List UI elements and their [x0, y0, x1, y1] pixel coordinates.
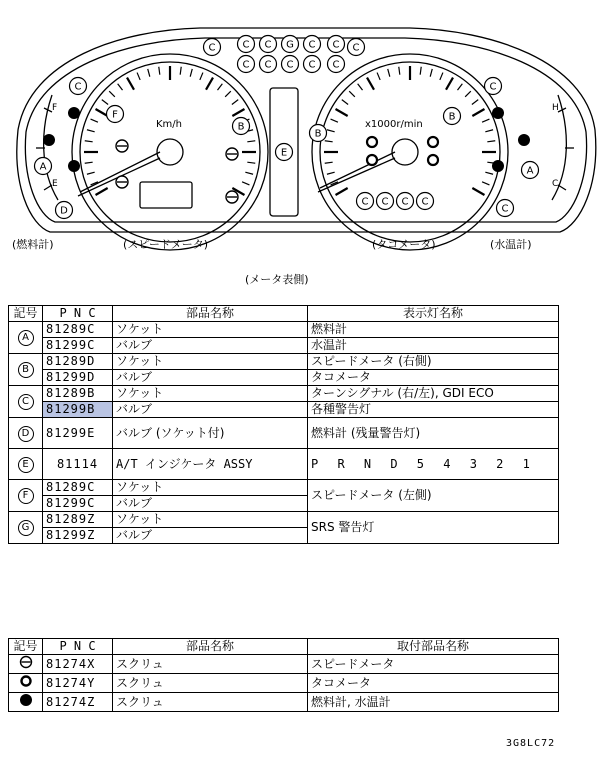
- callout-c-letter: C: [242, 59, 250, 71]
- bulb-socket-table: [8, 305, 559, 544]
- part-name-cell: A/T インジケータ ASSY: [113, 449, 308, 480]
- fuel-gauge-label: (燃料計): [12, 238, 54, 251]
- lamp-name-cell: 各種警告灯: [308, 402, 559, 418]
- callout-c-symbol: C: [18, 394, 34, 410]
- temp-cold-mark: C: [552, 179, 559, 189]
- part-name-cell: バルブ: [113, 338, 308, 354]
- pnc-cell: 81299C: [43, 338, 113, 354]
- lamp-name-cell: 水温計: [308, 338, 559, 354]
- pnc-cell: 81299E: [43, 418, 113, 449]
- table-row: [9, 655, 559, 674]
- part-name-cell: バルブ: [113, 402, 308, 418]
- speed-unit-label: Km/h: [156, 119, 183, 130]
- callout-c-letter: C: [264, 39, 272, 51]
- lamp-name-cell: スピードメータ (左側): [308, 480, 559, 512]
- table-row: [9, 512, 559, 528]
- instrument-cluster-diagram: [0, 0, 609, 295]
- tachometer-label: (タコメータ): [372, 238, 436, 251]
- header-pnc: P N C: [43, 639, 113, 655]
- table-row: [9, 338, 559, 354]
- pnc-cell: 81299D: [43, 370, 113, 386]
- part-name-cell: スクリュ: [113, 674, 308, 693]
- part-name-cell: バルブ: [113, 370, 308, 386]
- callout-c-letter: C: [489, 81, 497, 93]
- callout-c-letter: C: [308, 39, 316, 51]
- lamp-name-cell: P R N D 5 4 3 2 1: [308, 449, 559, 480]
- table-row: [9, 418, 559, 449]
- minus-circle-icon: [19, 655, 33, 669]
- callout-f-symbol: F: [18, 488, 34, 504]
- callout-c-letter: C: [421, 196, 429, 208]
- screw-ring-group: [367, 137, 438, 165]
- callout-c-letter: C: [401, 196, 409, 208]
- pnc-cell: 81289C: [43, 480, 113, 496]
- callout-b-symbol: B: [18, 362, 34, 378]
- mount-part-cell: タコメータ: [308, 674, 559, 693]
- fuel-full-mark: F: [52, 103, 58, 113]
- screw-table: [8, 638, 559, 712]
- lamp-name-cell: SRS 警告灯: [308, 512, 559, 544]
- header-pnc: P N C: [43, 306, 113, 322]
- table-row: [9, 480, 559, 496]
- callout-c-letter: C: [264, 59, 272, 71]
- lamp-name-cell: スピードメータ (右側): [308, 354, 559, 370]
- callout-b-letter: B: [237, 121, 245, 133]
- callout-c-letter: C: [352, 42, 360, 54]
- callout-a-symbol: A: [18, 330, 34, 346]
- table-row: [9, 370, 559, 386]
- callout-c-letter: C: [332, 59, 340, 71]
- front-view-label: (メータ表側): [245, 273, 309, 286]
- table-row: [9, 449, 559, 480]
- callout-a-letter: A: [39, 161, 47, 173]
- part-name-cell: ソケット: [113, 386, 308, 402]
- callout-labels: [35, 36, 539, 219]
- callout-c-letter: C: [242, 39, 250, 51]
- callout-d-letter: D: [60, 205, 68, 217]
- callout-g-letter: G: [286, 39, 294, 51]
- temp-gauge-label: (水温計): [490, 238, 532, 251]
- table-row: [9, 386, 559, 402]
- mount-part-cell: スピードメータ: [308, 655, 559, 674]
- header-symbol: 記号: [9, 639, 43, 655]
- callout-c-letter: C: [361, 196, 369, 208]
- callout-d-symbol: D: [18, 426, 34, 442]
- tacho-unit-label: x1000r/min: [365, 119, 423, 130]
- lamp-name-cell: 燃料計: [308, 322, 559, 338]
- pnc-cell: 81289D: [43, 354, 113, 370]
- part-name-cell: スクリュ: [113, 655, 308, 674]
- callout-c-letter: C: [74, 81, 82, 93]
- part-name-cell: スクリュ: [113, 693, 308, 712]
- table-row: [9, 402, 559, 418]
- ring-icon: [19, 674, 33, 688]
- callout-c-letter: C: [381, 196, 389, 208]
- callout-c-letter: C: [286, 59, 294, 71]
- mount-part-cell: 燃料計, 水温計: [308, 693, 559, 712]
- header-part-name: 部品名称: [113, 306, 308, 322]
- part-name-cell: ソケット: [113, 512, 308, 528]
- drawing-code: 3G8LC72: [506, 738, 556, 749]
- part-name-cell: バルブ (ソケット付): [113, 418, 308, 449]
- callout-c-letter: C: [332, 39, 340, 51]
- pnc-cell-selected[interactable]: 81299B: [43, 402, 113, 418]
- lamp-name-cell: ターンシグナル (右/左), GDI ECO: [308, 386, 559, 402]
- callout-b-letter: B: [314, 128, 322, 140]
- header-mount-part: 取付部品名称: [308, 639, 559, 655]
- callout-a-letter: A: [526, 165, 534, 177]
- header-part-name: 部品名称: [113, 639, 308, 655]
- filled-circle-icon: [19, 693, 33, 707]
- speedometer-label: (スピードメータ): [123, 238, 209, 251]
- callout-c-letter: C: [501, 203, 509, 215]
- table-row: [9, 674, 559, 693]
- pnc-cell: 81289Z: [43, 512, 113, 528]
- pnc-cell: 81274Y: [43, 674, 113, 693]
- callout-c-letter: C: [308, 59, 316, 71]
- part-name-cell: バルブ: [113, 496, 308, 512]
- table-row: [9, 322, 559, 338]
- pnc-cell: 81289B: [43, 386, 113, 402]
- header-symbol: 記号: [9, 306, 43, 322]
- table-row: [9, 354, 559, 370]
- part-name-cell: ソケット: [113, 322, 308, 338]
- callout-c-letter: C: [208, 42, 216, 54]
- screw-minus-group: [116, 140, 238, 203]
- pnc-cell: 81114: [43, 449, 113, 480]
- pnc-cell: 81289C: [43, 322, 113, 338]
- part-name-cell: バルブ: [113, 528, 308, 544]
- header-lamp-name: 表示灯名称: [308, 306, 559, 322]
- pnc-cell: 81299C: [43, 496, 113, 512]
- lamp-name-cell: 燃料計 (残量警告灯): [308, 418, 559, 449]
- pnc-cell: 81274X: [43, 655, 113, 674]
- callout-f-letter: F: [112, 109, 118, 121]
- lamp-name-cell: タコメータ: [308, 370, 559, 386]
- table-row: [9, 693, 559, 712]
- callout-e-letter: E: [280, 147, 288, 159]
- part-name-cell: ソケット: [113, 480, 308, 496]
- callout-e-symbol: E: [18, 457, 34, 473]
- callout-b-letter: B: [448, 111, 456, 123]
- pnc-cell: 81274Z: [43, 693, 113, 712]
- fuel-empty-mark: E: [52, 179, 58, 189]
- temp-hot-mark: H: [552, 103, 559, 113]
- pnc-cell: 81299Z: [43, 528, 113, 544]
- callout-g-symbol: G: [18, 520, 34, 536]
- part-name-cell: ソケット: [113, 354, 308, 370]
